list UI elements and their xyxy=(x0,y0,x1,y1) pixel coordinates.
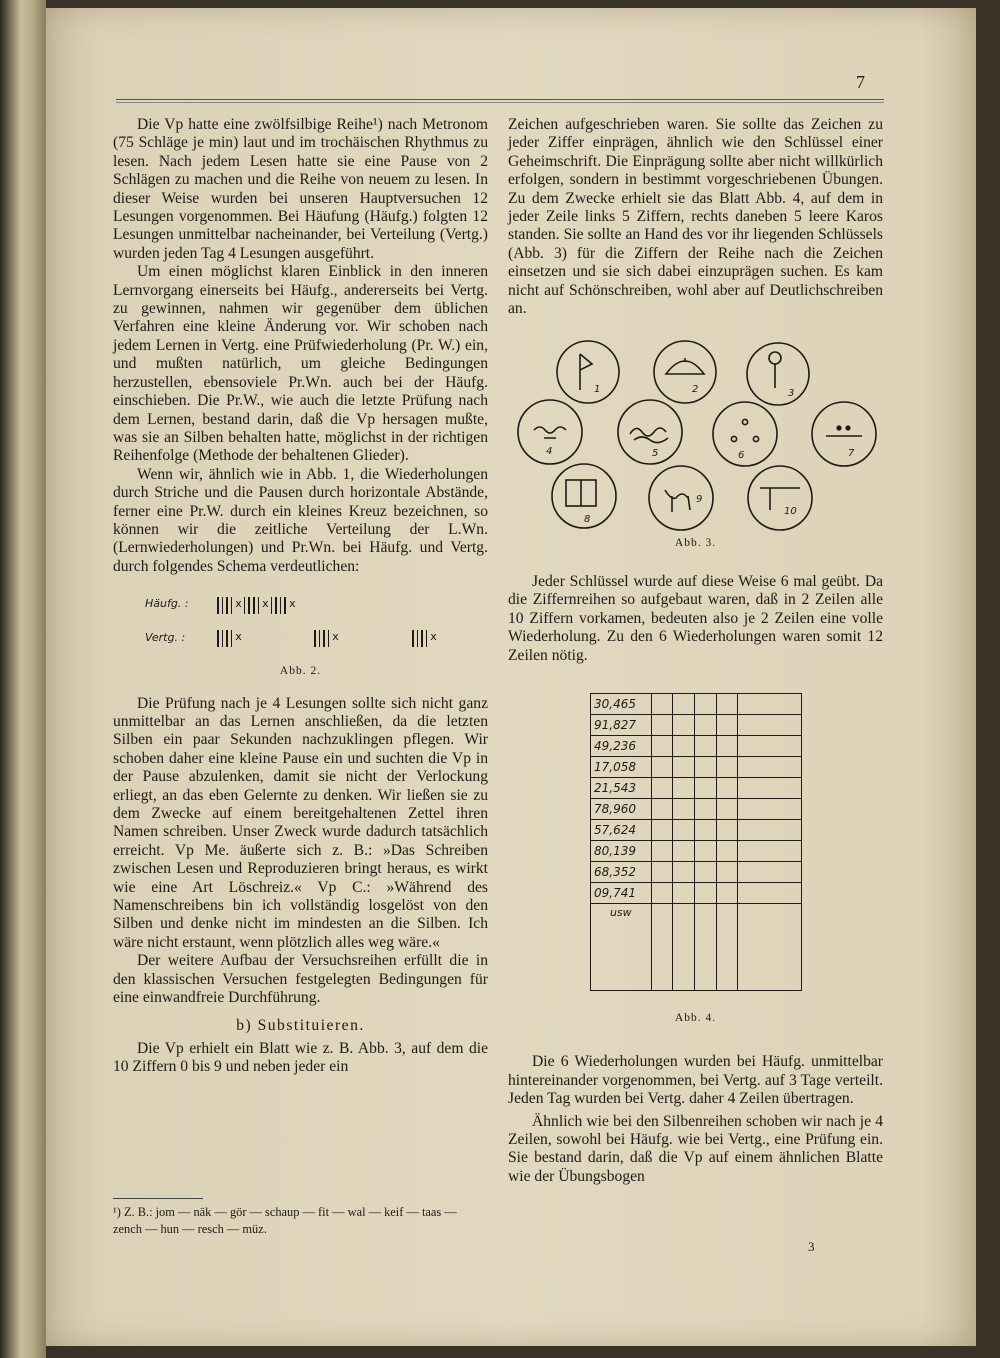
symbol-8 xyxy=(552,464,616,528)
empty-box-cell xyxy=(673,840,695,861)
svg-text:3: 3 xyxy=(788,388,795,400)
figure-2-caption: Abb. 2. xyxy=(279,665,322,678)
svg-text:10: 10 xyxy=(784,506,797,518)
empty-box-cell xyxy=(651,693,673,714)
empty-box-cell xyxy=(694,903,716,990)
empty-box-cell xyxy=(694,882,716,903)
empty-box-cell xyxy=(694,756,716,777)
empty-box-cell xyxy=(651,882,673,903)
empty-box-cell xyxy=(716,882,738,903)
empty-box-cell xyxy=(738,735,802,756)
left-column xyxy=(113,116,488,1077)
empty-box-cell xyxy=(694,840,716,861)
paragraph: Zeichen aufgeschrieben waren. Sie sollte das Zeichen zu jeder Ziffer einprägen, ähnlich wie den Schlüssel einer Geheimschrift. Die Einprägung sollte aber nicht willkürlich erfolgen, sondern in bestimmt vorgeschriebenen Übungen. Zu dem Zwecke erhielt sie das Blatt Abb. 4, auf dem in jeder Zeile links 5 Ziffern, rechts daneben 5 leere Karos standen. Sie sollte an Hand des vor ihr liegenden Schlüssels (Abb. 3) für die Ziffern der Reihe nach die Zeichen einsetzen und sie sich dabei einzuprägen suchen. Es kam nicht auf Schönschreiben, wohl aber auf Deutlichschreiben an. xyxy=(508,116,883,318)
empty-box-cell xyxy=(738,798,802,819)
symbol-4 xyxy=(518,400,582,464)
empty-box-cell xyxy=(716,798,738,819)
table-row xyxy=(591,735,802,756)
section-heading: b) Substituieren. xyxy=(236,1017,365,1035)
digit-row-cell: 68,352 xyxy=(591,861,652,882)
empty-box-cell xyxy=(738,756,802,777)
empty-box-cell xyxy=(738,777,802,798)
figure-4-caption: Abb. 4. xyxy=(674,1011,717,1024)
empty-box-cell xyxy=(651,798,673,819)
svg-text:4: 4 xyxy=(546,446,553,458)
signature-mark: 3 xyxy=(808,1239,815,1254)
table-row xyxy=(591,882,802,903)
digit-row-cell: 49,236 xyxy=(591,735,652,756)
symbol-9 xyxy=(649,466,713,530)
paragraph: Um einen möglichst klaren Einblick in den inneren Lernvorgang einerseits bei Häufg., andererseits bei Vertg. zu gewinnen, nahmen wir gegenüber dem üblichen Verfahren eine kleine Änderung vor. Wir schoben nach jedem Lernen in Vertg. eine Prüfwiederholung (Pr. W.) ein, und mußten natürlich, um gleiche Bedingungen herzustellen, ebensoviele Pr.Wn. auch bei der Häufg. einschieben. Die Pr.W., wie auch die letzte Prüfung nach dem Lernen, bestand darin, daß die Vp hersagen mußte, was sie an Silben behalten hatte, möglichst in der richtigen Reihenfolge (Methode der behaltenen Glieder). xyxy=(113,263,488,465)
empty-box-cell xyxy=(716,693,738,714)
empty-box-cell xyxy=(738,882,802,903)
digit-row-cell: 78,960 xyxy=(591,798,652,819)
svg-text:1: 1 xyxy=(594,384,601,396)
digit-row-cell: 30,465 xyxy=(591,693,652,714)
empty-box-cell xyxy=(738,693,802,714)
empty-box-cell xyxy=(738,840,802,861)
header-rule-2 xyxy=(116,102,884,103)
paragraph: Die Vp hatte eine zwölfsilbige Reihe¹) nach Metronom (75 Schläge je min) laut und im trochäischen Rhythmus zu lesen. Nach jedem Lesen hatte sie eine Pause von 2 Schlägen zu machen und die Reihe von neuem zu lesen. In dieser Weise wurden bei unseren Hauptversuchen 12 Lesungen vorgenommen. Bei Häufung (Häufg.) folgten 12 Lesungen unmittelbar nacheinander, bei Verteilung (Vertg.) wurden jeden Tag 4 Lesungen ausgeführt. xyxy=(113,116,488,262)
svg-text:2: 2 xyxy=(692,384,699,396)
empty-box-cell xyxy=(716,903,738,990)
empty-box-cell xyxy=(738,714,802,735)
svg-text:8: 8 xyxy=(584,514,591,526)
schema-label-vertg: Vertg. : xyxy=(145,631,186,645)
figure-4-table xyxy=(590,693,802,1005)
symbol-3 xyxy=(747,343,809,405)
paragraph: Die Prüfung nach je 4 Lesungen sollte sich nicht ganz unmittelbar an das Lernen anschließen, da die letzten Silben ein paar Sekunden nachzuklingen pflegen. Wir schoben daher eine kleine Pause ein und suchten die Vp in der Pause abzulenken, damit sie nicht der Verlockung erliegt, an das eben Gelernte zu denken. Wir ließen sie zu dem Zwecke auf einem bereitgehaltenen Zettel ihren Namen schreiben. Unser Zweck wurde dadurch tatsächlich erreicht. Vp Me. äußerte sich z. B.: »Das Schreiben zwischen Lesen und Reproduzieren bringt heraus, es wirkt wie eine Art Löschreiz.« Vp C.: »Während des Namenschreibens bin ich vollständig losgelöst von den Silben und denke nicht im mindesten an die Silben. Ich wäre nicht erstaunt, wenn plötzlich alles weg wäre.« xyxy=(113,694,488,951)
empty-box-cell xyxy=(651,756,673,777)
svg-text:7: 7 xyxy=(848,448,855,460)
paragraph: Die 6 Wiederholungen wurden bei Häufg. unmittelbar hintereinander vorgenommen, bei Vertg. auf 3 Tage verteilt. Jeden Tag wurden bei Vertg. daher 4 Zeilen übertragen. xyxy=(508,1053,883,1108)
book-spine xyxy=(0,0,46,1358)
empty-box-cell xyxy=(694,861,716,882)
table-row xyxy=(591,819,802,840)
table-row xyxy=(591,756,802,777)
empty-box-cell xyxy=(716,756,738,777)
empty-box-cell xyxy=(651,840,673,861)
empty-box-cell xyxy=(694,777,716,798)
empty-box-cell xyxy=(673,798,695,819)
empty-box-cell xyxy=(673,882,695,903)
page-number: 7 xyxy=(856,72,865,92)
empty-box-cell xyxy=(716,840,738,861)
table-row xyxy=(591,777,802,798)
empty-box-cell xyxy=(651,819,673,840)
empty-box-cell xyxy=(673,903,695,990)
empty-box-cell xyxy=(673,756,695,777)
paragraph: Die Vp erhielt ein Blatt wie z. B. Abb. 3, auf dem die 10 Ziffern 0 bis 9 und neben jeder ein xyxy=(113,1039,488,1076)
table-row xyxy=(591,903,802,990)
figure-3-symbols xyxy=(508,340,883,532)
paragraph: Der weitere Aufbau der Versuchsreihen erfüllt die in den klassischen Versuchen festgelegten Bedingungen für eine einwandfreie Durchführung. xyxy=(113,952,488,1007)
empty-box-cell xyxy=(716,819,738,840)
figure-3-caption: Abb. 3. xyxy=(674,537,717,550)
symbol-10 xyxy=(748,466,812,530)
empty-box-cell xyxy=(738,903,802,990)
symbol-6 xyxy=(713,402,777,466)
table-row xyxy=(591,798,802,819)
svg-text:5: 5 xyxy=(652,448,659,460)
symbol-7 xyxy=(812,402,876,466)
empty-box-cell xyxy=(694,714,716,735)
table-row xyxy=(591,714,802,735)
symbol-2 xyxy=(654,341,716,403)
digit-row-cell: 80,139 xyxy=(591,840,652,861)
empty-box-cell xyxy=(673,693,695,714)
empty-box-cell xyxy=(673,735,695,756)
schema-label-haeufg: Häufg. : xyxy=(145,597,189,611)
digit-row-cell: 21,543 xyxy=(591,777,652,798)
svg-text:9: 9 xyxy=(696,494,703,506)
digit-row-cell: 17,058 xyxy=(591,756,652,777)
empty-box-cell xyxy=(716,714,738,735)
empty-box-cell xyxy=(738,819,802,840)
empty-box-cell xyxy=(651,777,673,798)
paragraph: Wenn wir, ähnlich wie in Abb. 1, die Wiederholungen durch Striche und die Pausen durch horizontale Abstände, ferner eine Pr.W. durch ein kleines Kreuz bezeichnen, so können wir die zeitliche Verteilung der L.Wn. (Lernwiederholungen) und Pr.Wn. bei Häufg. und Vertg. durch folgendes Schema verdeutlichen: xyxy=(113,465,488,575)
svg-text:6: 6 xyxy=(738,450,745,462)
continuation-cell: usw xyxy=(591,903,652,990)
empty-box-cell xyxy=(651,861,673,882)
exercise-sheet-table xyxy=(590,693,802,991)
empty-box-cell xyxy=(673,714,695,735)
schema-ticks-vertg-day2: x xyxy=(314,628,412,646)
empty-box-cell xyxy=(673,777,695,798)
empty-box-cell xyxy=(694,735,716,756)
table-row xyxy=(591,693,802,714)
digit-row-cell: 57,624 xyxy=(591,819,652,840)
empty-box-cell xyxy=(651,735,673,756)
symbol-1 xyxy=(557,341,619,403)
digit-row-cell: 91,827 xyxy=(591,714,652,735)
empty-box-cell xyxy=(651,714,673,735)
footnote: ¹) Z. B.: jom — näk — gör — schaup — fit — wal — keif — taas — zench — hun — resch — müz. xyxy=(113,1205,457,1236)
empty-box-cell xyxy=(694,819,716,840)
empty-box-cell xyxy=(673,819,695,840)
symbol-5 xyxy=(618,400,682,464)
right-column xyxy=(508,116,883,1186)
empty-box-cell xyxy=(673,861,695,882)
footnote-rule xyxy=(113,1198,203,1199)
symbol-key-figure xyxy=(508,340,883,532)
digit-row-cell: 09,741 xyxy=(591,882,652,903)
schema-ticks-vertg-day3: x xyxy=(412,628,439,646)
table-row xyxy=(591,840,802,861)
empty-box-cell xyxy=(694,693,716,714)
empty-box-cell xyxy=(651,903,673,990)
figure-2-schema xyxy=(113,594,488,658)
empty-box-cell xyxy=(716,735,738,756)
paragraph: Jeder Schlüssel wurde auf diese Weise 6 mal geübt. Da die Ziffernreihen so aufgebaut waren, daß in 2 Zeilen alle 10 Ziffern vorkamen, bedeuten also je 2 Zeilen eine volle Wiederholung. Zu den 6 Wiederholungen waren somit 12 Zeilen nötig. xyxy=(508,572,883,664)
schema-ticks-haeufg: x x x xyxy=(217,594,298,611)
empty-box-cell xyxy=(738,861,802,882)
header-rule xyxy=(116,99,884,100)
empty-box-cell xyxy=(716,777,738,798)
empty-box-cell xyxy=(716,861,738,882)
paragraph: Ähnlich wie bei den Silbenreihen schoben wir nach je 4 Zeilen, sowohl bei Häufg. wie bei Vertg., eine Prüfung ein. Sie bestand darin, daß die Vp auf einem ähnlichen Blatte wie der Übungsbogen xyxy=(508,1112,883,1185)
schema-ticks-vertg-day1: x xyxy=(217,628,314,646)
table-row xyxy=(591,861,802,882)
empty-box-cell xyxy=(694,798,716,819)
